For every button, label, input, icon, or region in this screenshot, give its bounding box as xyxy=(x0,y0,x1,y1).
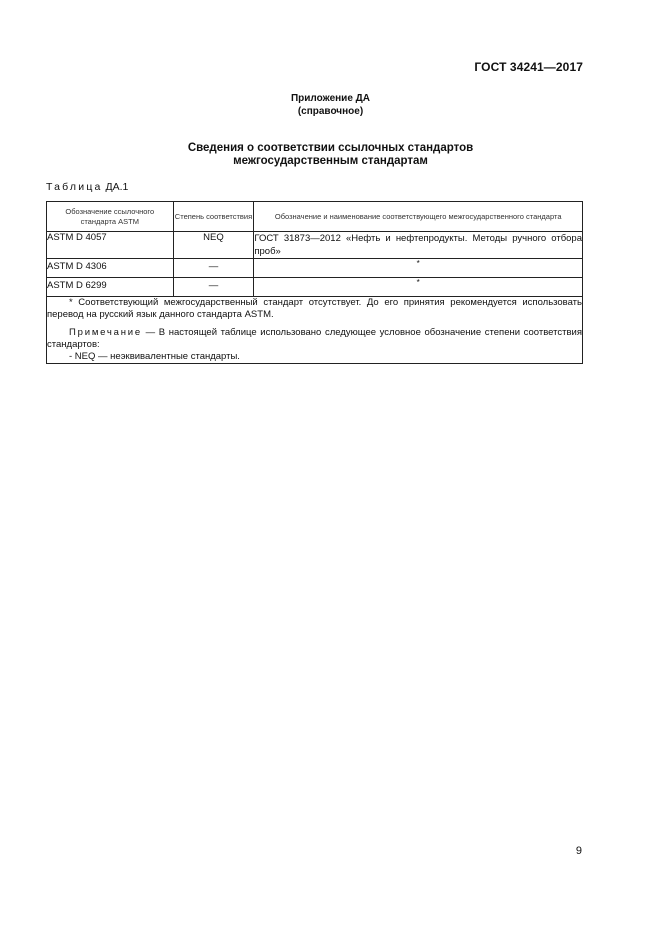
appendix-title: Приложение ДА xyxy=(290,93,371,104)
table-notes-row xyxy=(47,297,583,364)
cell-degree: NEQ xyxy=(173,232,254,259)
table-row xyxy=(47,232,583,259)
table-notes xyxy=(47,297,583,364)
correspondence-table xyxy=(46,201,583,364)
note xyxy=(47,327,582,351)
section-title-line1: Сведения о соответствии ссылочных стандартов xyxy=(187,142,474,154)
table-caption-word: Таблица xyxy=(46,181,103,193)
note-text: — В настоящей таблице использовано следующее условное обозначение степени соответствия стандартов: xyxy=(47,327,582,350)
cell-equivalent: ГОСТ 31873—2012 «Нефть и нефтепродукты. Методы ручного отбора проб» xyxy=(254,233,582,257)
cell-standard: ASTM D 4306 xyxy=(47,259,174,278)
cell-degree: — xyxy=(173,259,254,278)
table-caption-number: ДА.1 xyxy=(105,181,129,193)
appendix-subtitle: (справочное) xyxy=(297,106,364,117)
cell-equivalent: * xyxy=(254,278,583,297)
note-label: Примечание xyxy=(69,327,142,338)
table-header-row xyxy=(47,202,583,232)
table-caption xyxy=(46,181,128,193)
cell-degree: — xyxy=(173,278,254,297)
header-astm-standard: Обозначение ссылочного стандарта ASTM xyxy=(47,202,174,232)
appendix-heading xyxy=(0,92,661,118)
table-row xyxy=(47,259,583,278)
cell-equivalent: * xyxy=(254,259,583,278)
cell-standard: ASTM D 4057 xyxy=(47,232,174,259)
cell-standard: ASTM D 6299 xyxy=(47,278,174,297)
header-interstate-standard: Обозначение и наименование соответствующего межгосударственного стандарта xyxy=(254,202,583,232)
header-degree: Степень соответствия xyxy=(173,202,254,232)
section-title-line2: межгосударственным стандартам xyxy=(233,155,428,167)
note-item: - NEQ — неэквивалентные стандарты. xyxy=(69,351,240,362)
section-title xyxy=(0,142,661,168)
table-row xyxy=(47,278,583,297)
document-code: ГОСТ 34241—2017 xyxy=(474,60,583,74)
page-number: 9 xyxy=(575,845,582,857)
footnote: * Соответствующий межгосударственный стандарт отсутствует. До его принятия рекомендуется использовать перевод на русский язык данного стандарта ASTM. xyxy=(47,297,582,320)
